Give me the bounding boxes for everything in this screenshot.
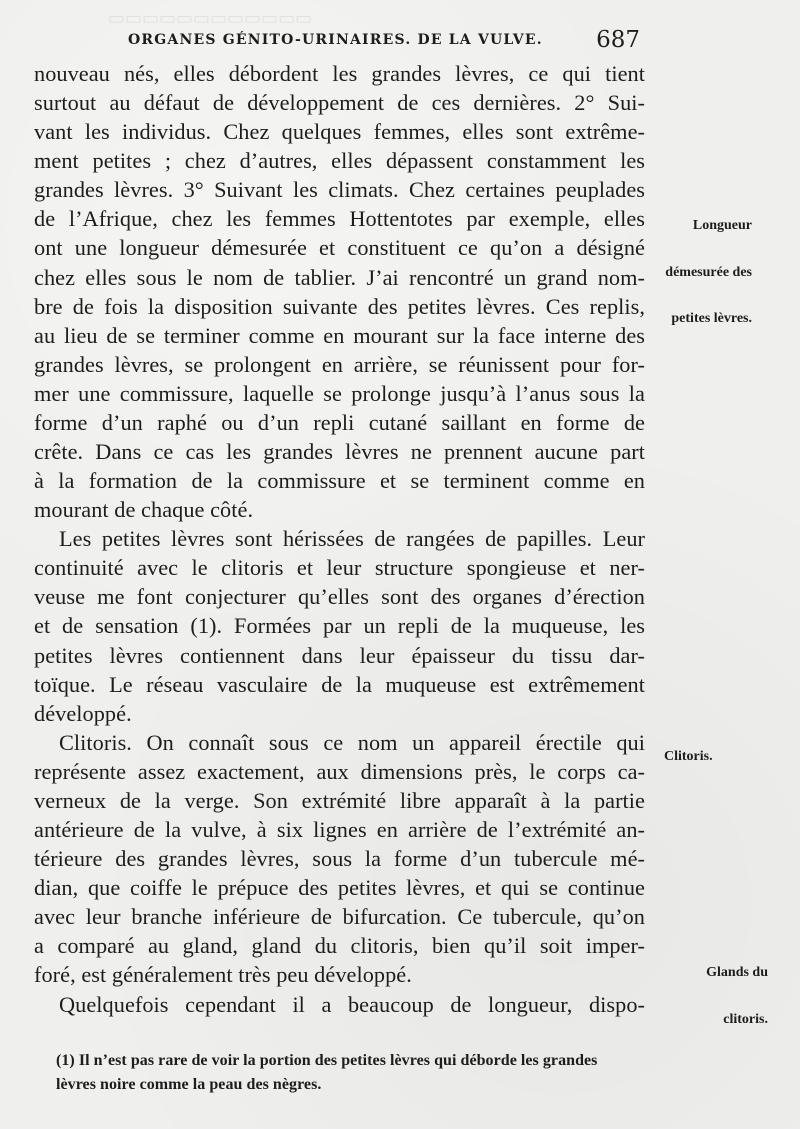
body-line: Les petites lèvres sont hérissées de rangées de papilles. Leur (59, 526, 645, 552)
body-line: ment petites ; chez d’autres, elles dépassent constamment les (34, 148, 645, 174)
body-line: forme d’un raphé ou d’un repli cutané saillant en forme de (34, 409, 645, 435)
body-line: grandes lèvres. 3° Suivant les climats. Chez certaines peuplades (34, 177, 645, 203)
body-line: mer une commissure, laquelle se prolonge jusqu’à l’anus sous la (34, 380, 645, 406)
margin-note-line: Longueur (692, 218, 752, 233)
margin-note-line: clitoris. (723, 1011, 768, 1027)
body-line: antérieure de la vulve, à six lignes en arrière de l’extrémité an- (34, 817, 645, 843)
margin-note-line: Glands du (706, 965, 768, 980)
body-line: a comparé au gland, gland du clitoris, bien qu’il soit imper- (34, 933, 645, 959)
body-line: toïque. Le réseau vasculaire de la muqueuse est extrêmement (34, 671, 645, 697)
margin-note-gland (656, 934, 768, 1058)
body-line: grandes lèvres, se prolongent en arrière, se réunissent pour for- (34, 351, 645, 377)
body-line: nouveau nés, elles débordent les grandes lèvres, ce qui tient (34, 61, 645, 86)
body-line: développé. (34, 700, 132, 726)
body-line: vant les individus. Chez quelques femmes, elles sont extrême- (34, 119, 645, 145)
body-line: Clitoris. On connaît sous ce nom un appareil érectile qui (59, 729, 645, 755)
margin-note-clitoris: Clitoris. (664, 749, 713, 764)
body-line: Quelquefois cependant il a beaucoup de longueur, dispo- (59, 991, 645, 1017)
margin-note-line: démesurée des (665, 264, 752, 280)
margin-note-length (642, 187, 752, 358)
body-line: surtout au défaut de développement de ces dernières. 2° Sui- (34, 90, 645, 116)
footnote (56, 1049, 666, 1097)
main-text-block (34, 59, 645, 1019)
page-show-through: ▭▭▭▭▭▭▭▭▭▭▭▭ (108, 8, 313, 28)
page-number: 687 (596, 27, 640, 53)
body-line: chez elles sous le nom de tablier. J’ai rencontré un grand nom- (34, 264, 645, 290)
body-line: avec leur branche inférieure de bifurcation. Ce tubercule, qu’on (34, 904, 645, 930)
margin-note-line: petites lèvres. (671, 311, 752, 326)
body-line: représente assez exactement, aux dimensions près, le corps ca- (34, 758, 645, 784)
body-line: au lieu de se terminer comme en mourant sur la face interne des (34, 322, 645, 348)
body-line: crête. Dans ce cas les grandes lèvres ne prennent aucune part (34, 439, 645, 465)
body-line: de l’Afrique, chez les femmes Hottentotes par exemple, elles (34, 206, 645, 232)
body-line: et de sensation (1). Formées par un repli de la muqueuse, les (34, 613, 645, 639)
running-title: ORGANES GÉNITO-URINAIRES. DE LA VULVE. (128, 32, 543, 48)
body-line: continuité avec le clitoris et leur structure spongieuse et ner- (34, 555, 645, 581)
footnote-line: (1) Il n’est pas rare de voir la portion des petites lèvres qui déborde les grandes (56, 1052, 598, 1069)
body-line: térieure des grandes lèvres, sous la forme d’un tubercule mé- (34, 846, 645, 872)
body-line: foré, est généralement très peu développé. (34, 962, 412, 988)
body-line: petites lèvres contiennent dans leur épaisseur du tissu dar- (34, 642, 645, 668)
body-line: ont une longueur démesurée et constituent ce qu’on a désigné (34, 235, 645, 261)
page-header (128, 27, 640, 53)
body-line: bre de fois la disposition suivante des petites lèvres. Ces replis, (34, 293, 645, 319)
body-line: dian, que coiffe le prépuce des petites lèvres, et qui se continue (34, 875, 645, 901)
body-line: mourant de chaque côté. (34, 497, 254, 523)
body-line: à la formation de la commissure et se terminent comme en (34, 468, 645, 494)
body-line: veuse me font conjecturer qu’elles sont des organes d’érection (34, 584, 645, 610)
body-line: verneux de la verge. Son extrémité libre apparaît à la partie (34, 787, 645, 813)
footnote-line: lèvres noire comme la peau des nègres. (56, 1076, 322, 1093)
